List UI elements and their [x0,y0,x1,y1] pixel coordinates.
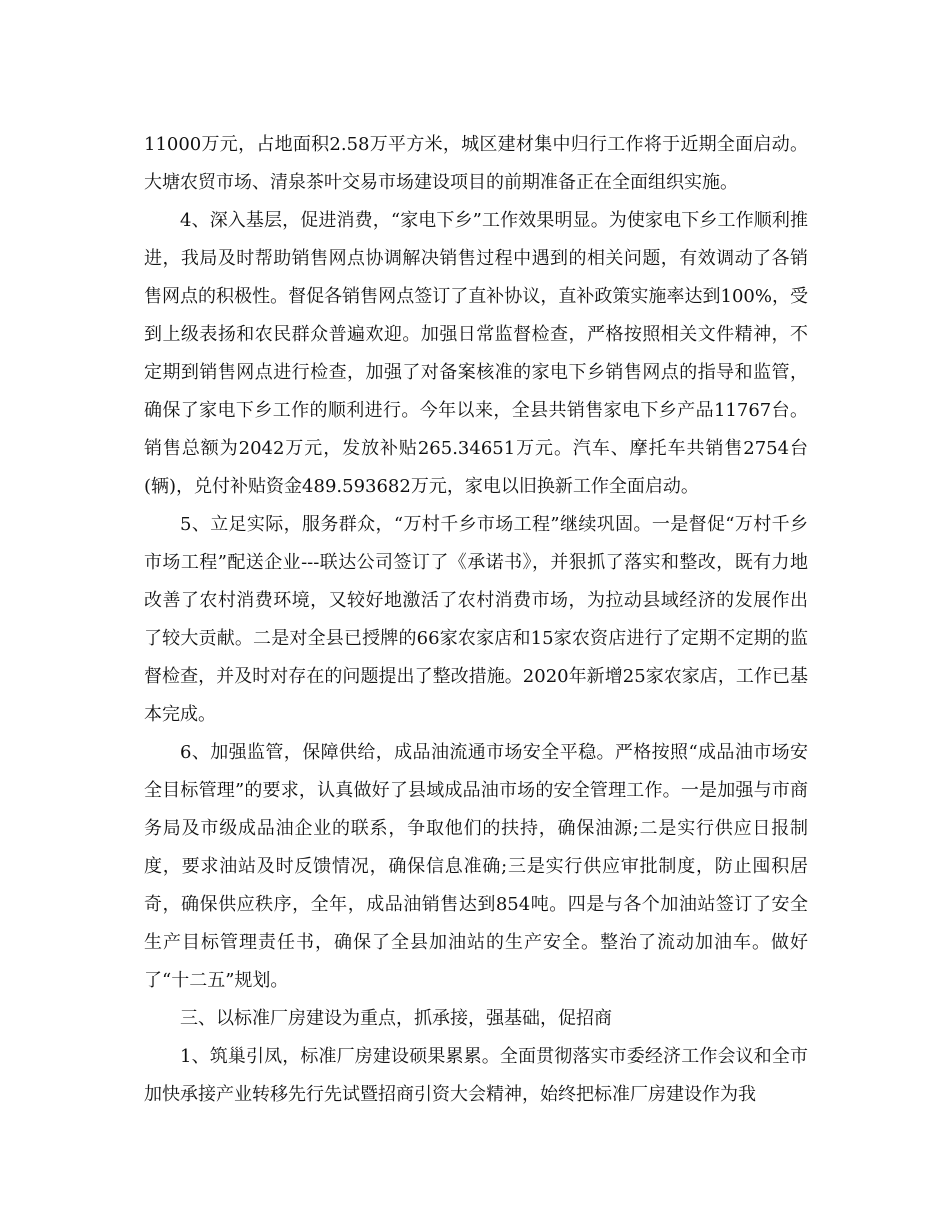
document-body [144,126,808,1114]
section-heading-3: 三、以标准厂房建设为重点，抓承接，强基础，促招商 [180,1008,612,1029]
paragraph-continuation: 11000万元，占地面积2.58万平方米，城区建材集中归行工作将于近期全面启动。大塘农贸市场、清泉茶叶交易市场建设项目的前期准备正在全面组织实施。 [144,134,808,193]
paragraph-item-5-village-market: 5、立足实际，服务群众，“万村千乡市场工程”继续巩固。一是督促“万村千乡市场工程”配送企业---联达公司签订了《承诺书》，并狠抓了落实和整改，既有力地改善了农村消费环境，又较好地激活了农村消费市场，为拉动县域经济的发展作出了较大贡献。二是对全县已授牌的66家农家店和15家农资店进行了定期不定期的监督检查，并及时对存在的问题提出了整改措施。2020年新增25家农家店，工作已基本完成。 [144,514,808,725]
paragraph-item-1-standard-factory: 1、筑巢引凤，标准厂房建设硕果累累。全面贯彻落实市委经济工作会议和全市加快承接产业转移先行先试暨招商引资大会精神，始终把标准厂房建设作为我 [144,1046,808,1105]
paragraph-item-6-oil-supervision: 6、加强监管，保障供给，成品油流通市场安全平稳。严格按照“成品油市场安全目标管理”的要求，认真做好了县域成品油市场的安全管理工作。一是加强与市商务局及市级成品油企业的联系，争取他们的扶持，确保油源;二是实行供应日报制度，要求油站及时反馈情况，确保信息准确;三是实行供应审批制度，防止囤积居奇，确保供应秩序，全年，成品油销售达到854吨。四是与各个加油站签订了安全生产目标管理责任书，确保了全县加油站的生产安全。整治了流动加油车。做好了“十二五”规划。 [144,742,808,991]
paragraph-item-4-home-appliances: 4、深入基层，促进消费，“家电下乡”工作效果明显。为使家电下乡工作顺利推进，我局及时帮助销售网点协调解决销售过程中遇到的相关问题，有效调动了各销售网点的积极性。督促各销售网点签订了直补协议，直补政策实施率达到100%，受到上级表扬和农民群众普遍欢迎。加强日常监督检查，严格按照相关文件精神，不定期到销售网点进行检查，加强了对备案核准的家电下乡销售网点的指导和监管，确保了家电下乡工作的顺利进行。今年以来，全县共销售家电下乡产品11767台。销售总额为2042万元，发放补贴265.34651万元。汽车、摩托车共销售2754台(辆)，兑付补贴资金489.593682万元，家电以旧换新工作全面启动。 [144,210,808,497]
